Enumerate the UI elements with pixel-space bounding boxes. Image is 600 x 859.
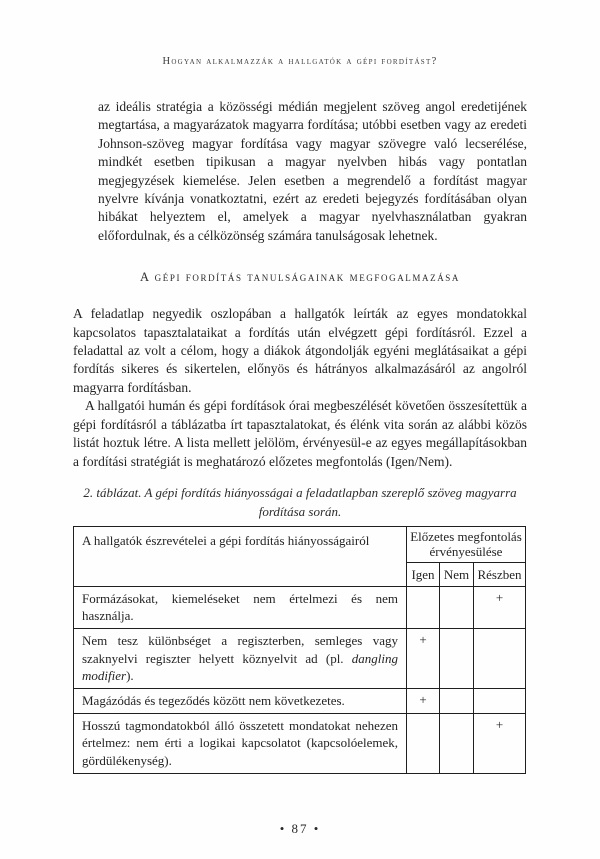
findings-table-header bbox=[74, 526, 526, 586]
column-header-no: Nem bbox=[440, 562, 474, 586]
column-header-observations: A hallgatók észrevételei a gépi fordítás hiányosságairól bbox=[74, 526, 407, 586]
mark-yes: + bbox=[407, 688, 440, 713]
column-header-partly: Részben bbox=[474, 562, 526, 586]
running-head: Hogyan alkalmazzák a hallgatók a gépi fordítást? bbox=[162, 56, 438, 67]
mark-no bbox=[440, 714, 474, 774]
mark-no bbox=[440, 688, 474, 713]
table-row bbox=[74, 586, 526, 628]
observation-cell bbox=[74, 714, 407, 774]
mark-yes bbox=[407, 586, 440, 628]
observation-text: Hosszú tagmondatokból álló összetett mondatokat nehezen értelmez: nem érti a logikai kapcsolatot (kapcsolóelemek, gördülékenység). bbox=[82, 718, 398, 768]
column-header-prior-consideration: Előzetes megfontolás érvényesülése bbox=[407, 526, 526, 562]
mark-no bbox=[440, 586, 474, 628]
mark-yes: + bbox=[407, 629, 440, 689]
observation-text-italic: dangling modifier bbox=[82, 650, 398, 683]
table-row bbox=[74, 688, 526, 713]
mark-yes bbox=[407, 714, 440, 774]
observation-text: Formázásokat, kiemeléseket nem értelmezi és nem használja. bbox=[82, 590, 398, 624]
section-heading: A gépi fordítás tanulságainak megfogalmazása bbox=[139, 270, 461, 285]
header-row-span bbox=[74, 526, 526, 562]
mark-partly bbox=[474, 629, 526, 689]
paragraph-task-description: A feladatlap negyedik oszlopában a hallgatók leírták az egyes mondatokkal kapcsolatos tapasztalataikat a fordítás után elvégzett gépi fordításról. Ezzel a feladattal az volt a célom, hogy a diákok átgondolják egyéni meglátásaikat a gépi fordítás sikeres és sikertelen, előnyös és hátrányos alkalmazásáról az angolról magyarra fordításban. bbox=[73, 306, 527, 395]
table-caption: 2. táblázat. A gépi fordítás hiányosságai a feladatlapban szereplő szöveg magyarra fordítása során. bbox=[83, 484, 517, 519]
observation-cell bbox=[74, 629, 407, 689]
observation-text: Magázódás és tegeződés között nem következetes. bbox=[82, 692, 345, 708]
page-number: • 87 • bbox=[279, 820, 321, 836]
findings-table bbox=[73, 526, 526, 774]
mark-partly: + bbox=[474, 586, 526, 628]
paragraph-discussion: A hallgatói humán és gépi fordítások órai megbeszélését követően összesítettük a gépi fordításról a táblázatba írt tapasztalatokat, és élénk vita során az alábbi közös listát hoztuk létre. A lista mellett jelölöm, érvényesül-e az egyes megállapításokban a fordítási stratégiát is meghatározó előzetes megfontolás (Igen/Nem). bbox=[73, 398, 527, 469]
mark-partly bbox=[474, 688, 526, 713]
observation-text-after: ). bbox=[126, 667, 134, 683]
observation-cell bbox=[74, 586, 407, 628]
observation-text: Nem tesz különbséget a regiszterben, semleges vagy szaknyelvi regiszter helyett köznyelvit ad (pl. bbox=[82, 633, 398, 666]
table-row bbox=[74, 714, 526, 774]
column-header-yes: Igen bbox=[407, 562, 440, 586]
observation-cell bbox=[74, 688, 407, 713]
mark-no bbox=[440, 629, 474, 689]
paragraph-continued: az ideális stratégia a közösségi médián megjelent szöveg angol eredetijének megtartása, a magyarázatok magyarra fordítása; utóbbi esetben vagy az eredeti Johnson-szöveg magyar fordítása vagy magyar szövegre való lecserélése, mindkét esetben tipikusan a magyar nyelvben hibás vagy pontatlan megjegyzések kiemelése. Jelen esetben a megrendelő a fordítást magyar nyelvre kívánja vonatkoztatni, ezért az eredeti bejegyzés fordításában olyan hibákat helyeztem el, amelyek a magyar nyelvhasználatban gyakran előfordulnak, és a célközönség számára tanulságosak lehetnek. bbox=[98, 99, 527, 243]
table-row bbox=[74, 629, 526, 689]
mark-partly: + bbox=[474, 714, 526, 774]
